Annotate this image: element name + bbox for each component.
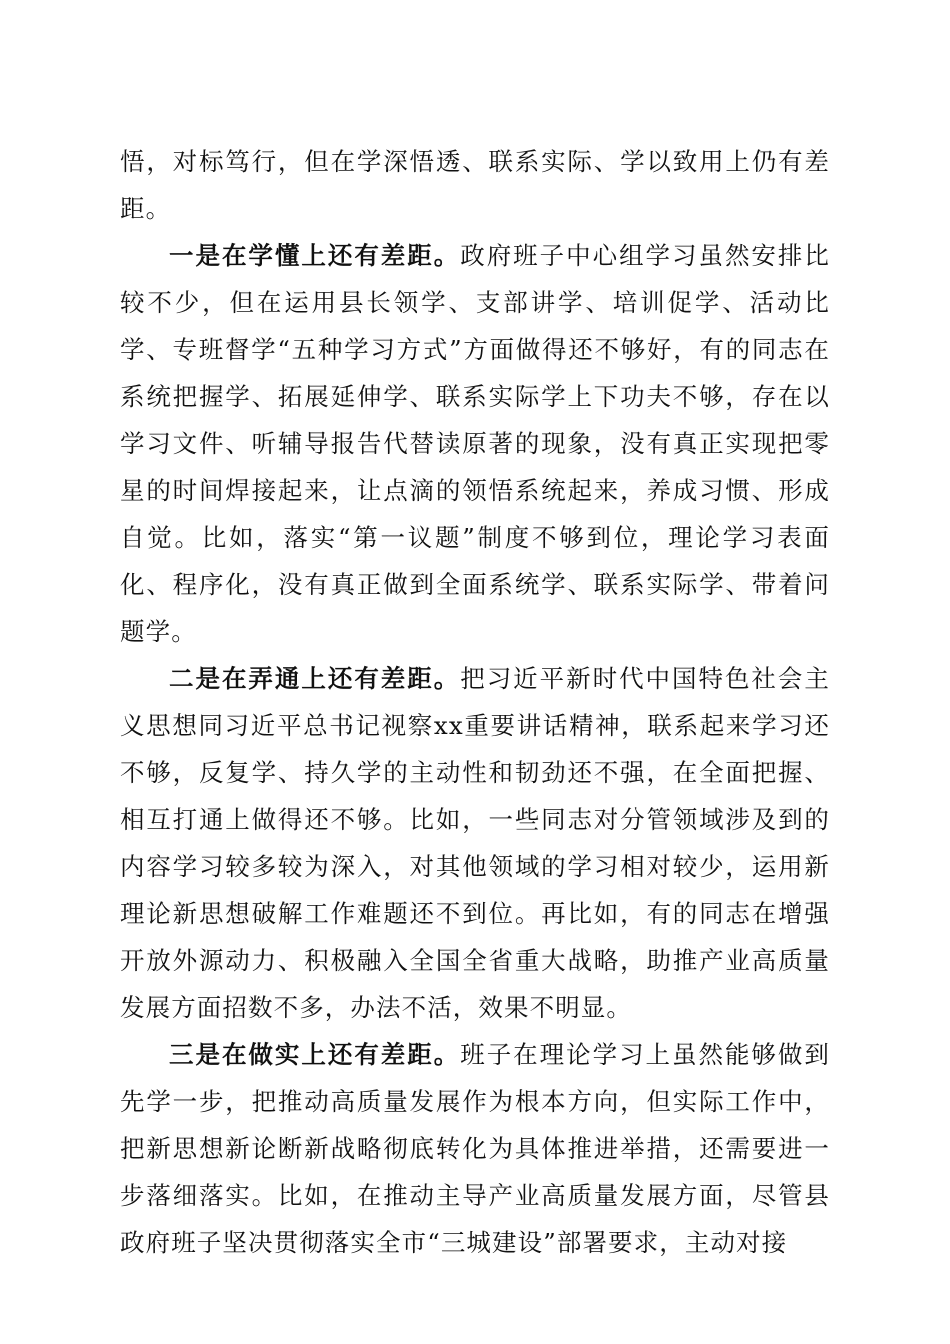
- paragraph-heading: 一是在学懂上还有差距。: [169, 241, 461, 270]
- paragraph-heading: 二是在弄通上还有差距。: [169, 664, 461, 693]
- paragraph-comprehension-gap: [120, 655, 830, 1031]
- paragraph-continued: [120, 138, 830, 232]
- paragraph-text: 把习近平新时代中国特色社会主义思想同习近平总书记视察xx重要讲话精神，联系起来学习还不够，反复学、持久学的主动性和韧劲还不强，在全面把握、相互打通上做得还不够。比如，一些同志对分管领域涉及到的内容学习较多较为深入，对其他领域的学习相对较少，运用新理论新思想破解工作难题还不到位。再比如，有的同志在增强开放外源动力、积极融入全国全省重大战略，助推产业高质量发展方面招数不多，办法不活，效果不明显。: [120, 664, 830, 1022]
- paragraph-heading: 三是在做实上还有差距。: [169, 1040, 461, 1069]
- paragraph-text: 政府班子中心组学习虽然安排比较不少，但在运用县长领学、支部讲学、培训促学、活动比学、专班督学“五种学习方式”方面做得还不够好，有的同志在系统把握学、拓展延伸学、联系实际学上下功夫不够，存在以学习文件、听辅导报告代替读原著的现象，没有真正实现把零星的时间焊接起来，让点滴的领悟系统起来，养成习惯、形成自觉。比如，落实“第一议题”制度不够到位，理论学习表面化、程序化，没有真正做到全面系统学、联系实际学、带着问题学。: [120, 241, 830, 646]
- paragraph-practice-gap: [120, 1031, 830, 1266]
- paragraph-understanding-gap: [120, 232, 830, 655]
- paragraph-text: 悟，对标笃行，但在学深悟透、联系实际、学以致用上仍有差距。: [120, 147, 830, 223]
- document-body: [120, 138, 830, 1266]
- paragraph-text: 班子在理论学习上虽然能够做到先学一步，把推动高质量发展作为根本方向，但实际工作中，把新思想新论断新战略彻底转化为具体推进举措，还需要进一步落细落实。比如，在推动主导产业高质量发展方面，尽管县政府班子坚决贯彻落实全市“三城建设”部署要求，主动对接: [120, 1040, 830, 1257]
